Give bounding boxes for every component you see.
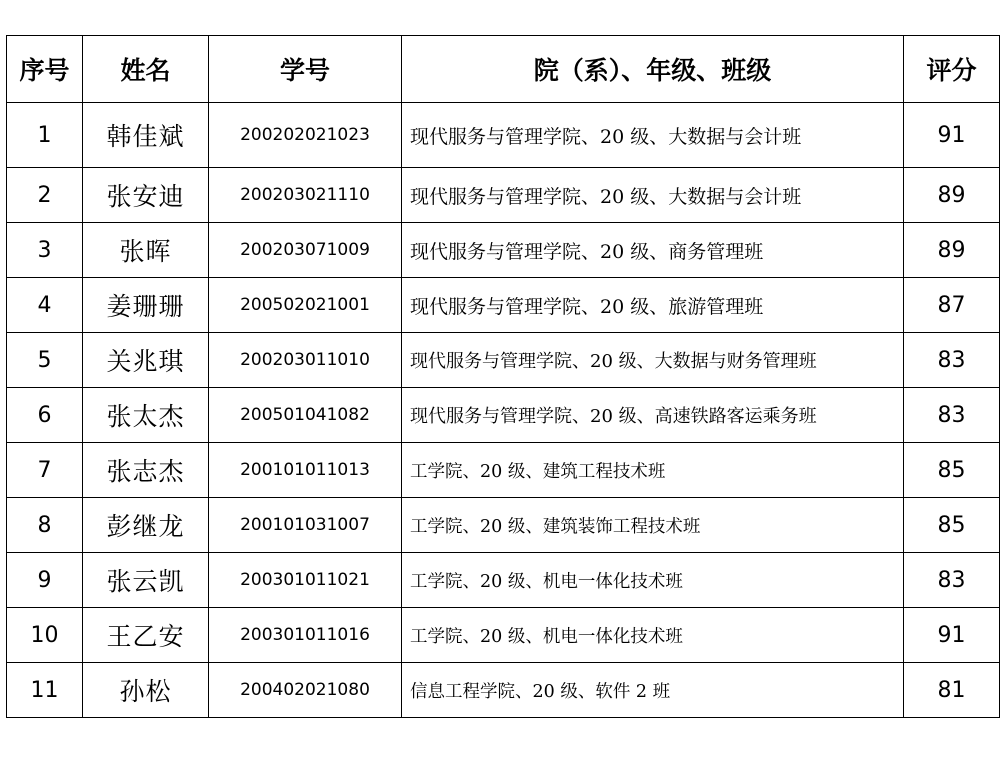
cell-no: 2 — [7, 168, 83, 223]
cell-department: 现代服务与管理学院、20 级、旅游管理班 — [402, 278, 904, 333]
cell-department: 现代服务与管理学院、20 级、大数据与会计班 — [402, 103, 904, 168]
cell-department: 现代服务与管理学院、20 级、大数据与会计班 — [402, 168, 904, 223]
cell-no: 7 — [7, 443, 83, 498]
table-row — [7, 663, 1000, 718]
cell-student-id: 200301011016 — [209, 608, 402, 663]
table-header-row — [7, 36, 1000, 103]
cell-department: 工学院、20 级、建筑装饰工程技术班 — [402, 498, 904, 553]
cell-name: 张晖 — [83, 223, 209, 278]
cell-name: 张太杰 — [83, 388, 209, 443]
table-row — [7, 168, 1000, 223]
cell-score: 91 — [904, 608, 1000, 663]
cell-score: 91 — [904, 103, 1000, 168]
table-row — [7, 388, 1000, 443]
cell-name: 孙松 — [83, 663, 209, 718]
table-row — [7, 443, 1000, 498]
cell-score: 85 — [904, 443, 1000, 498]
cell-student-id: 200101011013 — [209, 443, 402, 498]
cell-no: 5 — [7, 333, 83, 388]
cell-student-id: 200203011010 — [209, 333, 402, 388]
cell-student-id: 200402021080 — [209, 663, 402, 718]
cell-department: 现代服务与管理学院、20 级、商务管理班 — [402, 223, 904, 278]
cell-name: 张云凯 — [83, 553, 209, 608]
cell-no: 9 — [7, 553, 83, 608]
table-row — [7, 333, 1000, 388]
table-row — [7, 608, 1000, 663]
cell-no: 4 — [7, 278, 83, 333]
header-no: 序号 — [7, 36, 83, 103]
cell-department: 现代服务与管理学院、20 级、高速铁路客运乘务班 — [402, 388, 904, 443]
cell-department: 工学院、20 级、机电一体化技术班 — [402, 608, 904, 663]
cell-name: 张安迪 — [83, 168, 209, 223]
table-row — [7, 223, 1000, 278]
cell-score: 89 — [904, 168, 1000, 223]
table-row — [7, 498, 1000, 553]
cell-student-id: 200202021023 — [209, 103, 402, 168]
cell-no: 10 — [7, 608, 83, 663]
cell-name: 张志杰 — [83, 443, 209, 498]
cell-score: 89 — [904, 223, 1000, 278]
cell-no: 11 — [7, 663, 83, 718]
cell-department: 工学院、20 级、机电一体化技术班 — [402, 553, 904, 608]
cell-score: 83 — [904, 333, 1000, 388]
cell-score: 83 — [904, 553, 1000, 608]
cell-name: 彭继龙 — [83, 498, 209, 553]
cell-name: 韩佳斌 — [83, 103, 209, 168]
cell-name: 关兆琪 — [83, 333, 209, 388]
header-name: 姓名 — [83, 36, 209, 103]
cell-score: 81 — [904, 663, 1000, 718]
table-row — [7, 553, 1000, 608]
cell-score: 83 — [904, 388, 1000, 443]
cell-student-id: 200101031007 — [209, 498, 402, 553]
student-score-table — [6, 35, 1000, 718]
cell-department: 现代服务与管理学院、20 级、大数据与财务管理班 — [402, 333, 904, 388]
cell-no: 8 — [7, 498, 83, 553]
cell-department: 工学院、20 级、建筑工程技术班 — [402, 443, 904, 498]
cell-score: 87 — [904, 278, 1000, 333]
cell-student-id: 200301011021 — [209, 553, 402, 608]
cell-name: 姜珊珊 — [83, 278, 209, 333]
header-student-id: 学号 — [209, 36, 402, 103]
header-score: 评分 — [904, 36, 1000, 103]
cell-student-id: 200203071009 — [209, 223, 402, 278]
cell-student-id: 200502021001 — [209, 278, 402, 333]
cell-score: 85 — [904, 498, 1000, 553]
cell-no: 1 — [7, 103, 83, 168]
table-row — [7, 278, 1000, 333]
cell-student-id: 200501041082 — [209, 388, 402, 443]
cell-name: 王乙安 — [83, 608, 209, 663]
cell-department: 信息工程学院、20 级、软件 2 班 — [402, 663, 904, 718]
header-department: 院（系）、年级、班级 — [402, 36, 904, 103]
cell-no: 6 — [7, 388, 83, 443]
cell-no: 3 — [7, 223, 83, 278]
table-row — [7, 103, 1000, 168]
cell-student-id: 200203021110 — [209, 168, 402, 223]
